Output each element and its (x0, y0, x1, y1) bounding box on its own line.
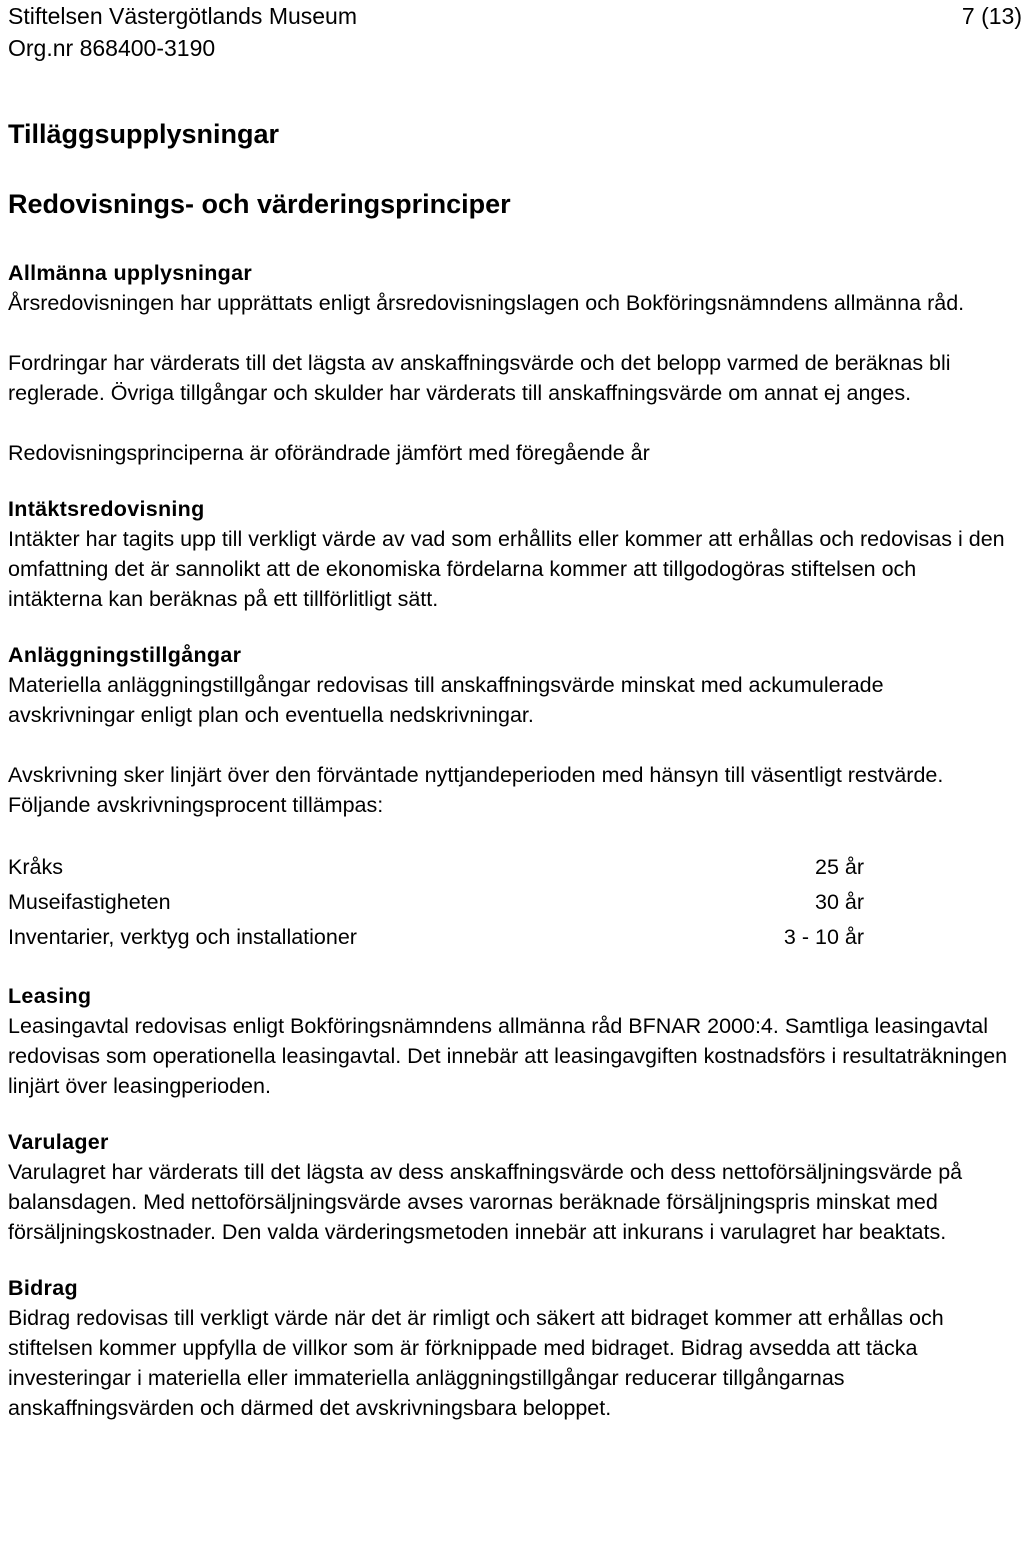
depreciation-period: 3 - 10 år (783, 925, 864, 949)
asset-name: Museifastigheten (8, 890, 171, 914)
depreciation-period: 30 år (814, 890, 864, 914)
depreciation-period: 25 år (814, 855, 864, 879)
revenue-section (8, 494, 1016, 614)
depreciation-table (8, 850, 868, 955)
depreciation-paragraph: Avskrivning sker linjärt över den förväntade nyttjandeperioden med hänsyn till väsentligt restvärde. Följande avskrivningsprocent tillämpas: (8, 763, 944, 817)
grants-heading: Bidrag (8, 1276, 78, 1300)
fixed-assets-heading: Anläggningstillgångar (8, 643, 242, 667)
document-body (8, 116, 1016, 1423)
inventory-paragraph: Varulagret har värderats till det lägsta av dess anskaffningsvärde och dess nettoförsäljningsvärde på balansdagen. Med nettoförsäljningsvärde avses varornas beräknade försäljningspris minskat med försäljningskostnader. Den valda värderingsmetoden innebär att inkurans i varulagret har beaktats. (8, 1160, 963, 1244)
leasing-paragraph: Leasingavtal redovisas enligt Bokföringsnämndens allmänna råd BFNAR 2000:4. Samtliga leasingavtal redovisas som operationella leasingavtal. Det innebär att leasingavgiften kostnadsförs i resultaträkningen linjärt över leasingperioden. (8, 1014, 1008, 1098)
principles-unchanged-paragraph: Redovisningsprinciperna är oförändrade jämfört med föregående år (8, 441, 650, 465)
grants-section (8, 1273, 1016, 1423)
general-info-section (8, 258, 1016, 468)
table-row (8, 850, 868, 885)
revenue-heading: Intäktsredovisning (8, 497, 205, 521)
inventory-section (8, 1127, 1016, 1247)
asset-name: Kråks (8, 855, 63, 879)
subsection-title: Redovisnings- och värderingsprinciper (8, 189, 511, 219)
page-number: 7 (13) (961, 3, 1022, 29)
grants-paragraph: Bidrag redovisas till verkligt värde när det är rimligt och säkert att bidraget kommer att erhållas och stiftelsen kommer uppfylla de villkor som är förknippade med bidraget. Bidrag avsedda att täcka investeringar i materiella eller immateriella anläggningstillgångar reducerar tillgångarnas anskaffningsvärden och därmed det avskrivningsbara beloppet. (8, 1306, 944, 1420)
general-info-paragraph: Årsredovisningen har upprättats enligt årsredovisningslagen och Bokföringsnämndens allmänna råd. (8, 291, 965, 315)
section-title: Tilläggsupplysningar (8, 119, 280, 149)
revenue-paragraph: Intäkter har tagits upp till verkligt värde av vad som erhållits eller kommer att erhållas och redovisas i den omfattning det är sannolikt att de ekonomiska fördelarna kommer att tillgodogöras stiftelsen och intäkterna kan beräknas på ett tillförlitligt sätt. (8, 527, 1005, 611)
leasing-section (8, 981, 1016, 1101)
inventory-heading: Varulager (8, 1130, 109, 1154)
fixed-assets-paragraph: Materiella anläggningstillgångar redovisas till anskaffningsvärde minskat med ackumulerade avskrivningar enligt plan och eventuella nedskrivningar. (8, 673, 884, 727)
leasing-heading: Leasing (8, 984, 92, 1008)
organization-name: Stiftelsen Västergötlands Museum (8, 3, 358, 29)
fixed-assets-section (8, 640, 1016, 955)
general-info-heading: Allmänna upplysningar (8, 261, 253, 285)
table-row (8, 885, 868, 920)
organization-number: Org.nr 868400-3190 (8, 35, 216, 61)
page-header (8, 0, 357, 64)
table-row (8, 920, 868, 955)
receivables-paragraph: Fordringar har värderats till det lägsta av anskaffningsvärde och det belopp varmed de beräknas bli reglerade. Övriga tillgångar och skulder har värderats till anskaffningsvärde om annat ej anges. (8, 351, 951, 405)
asset-name: Inventarier, verktyg och installationer (8, 925, 357, 949)
